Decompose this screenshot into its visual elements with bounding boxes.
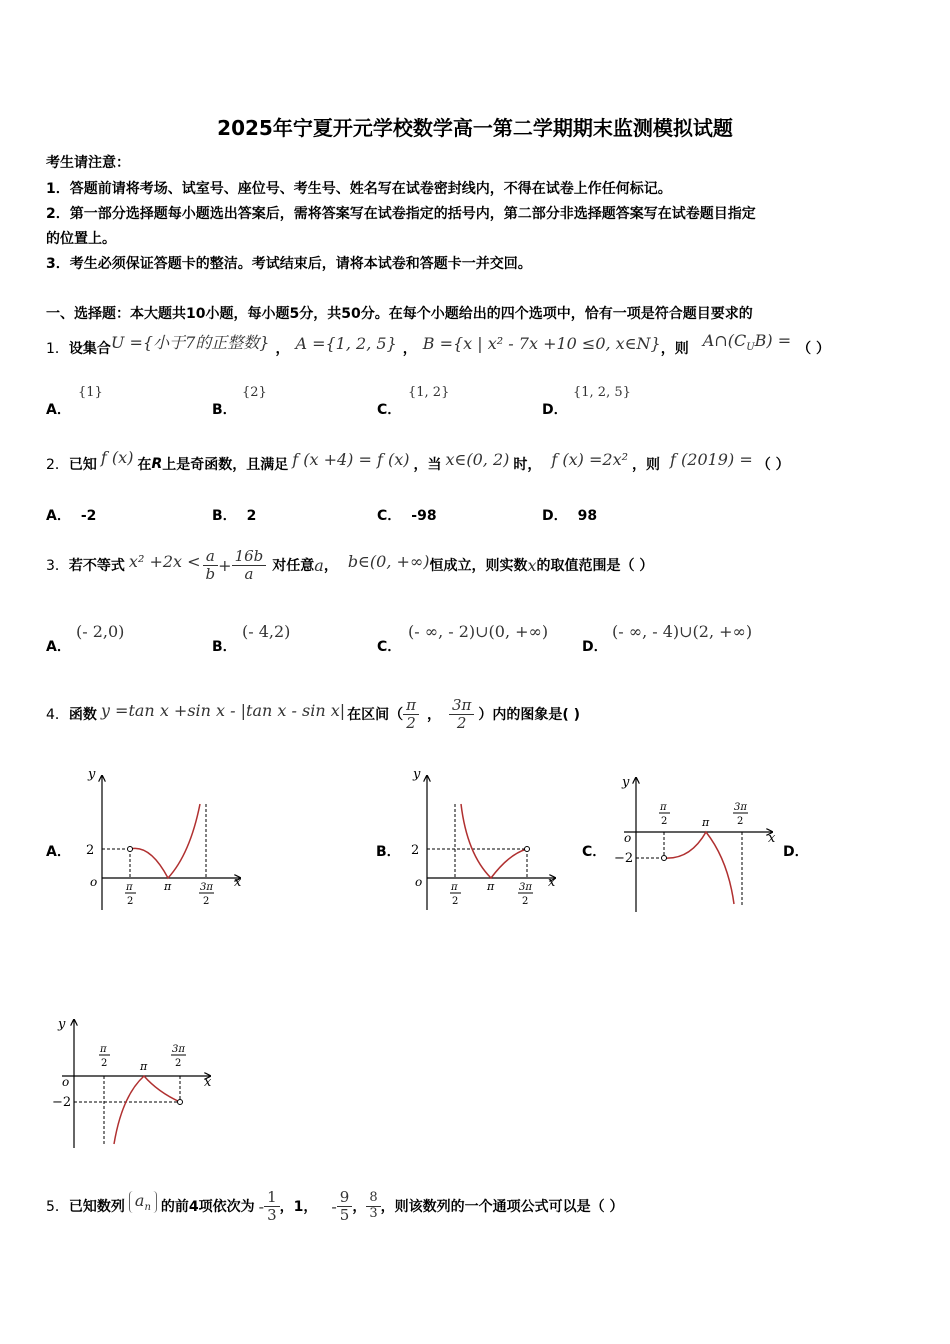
option-a: A． -2 xyxy=(46,508,97,524)
option-b-label: B． xyxy=(212,639,237,655)
question-3 xyxy=(46,540,653,590)
origin-label: o xyxy=(62,1075,70,1089)
term-1-fraction: $\frac{1}{3}$ xyxy=(264,1189,280,1223)
y-tick-2: 2 xyxy=(86,843,95,858)
question-2 xyxy=(46,446,790,482)
option-c-value: (- ∞, - 2)∪(0, +∞) xyxy=(408,622,549,641)
y-label: y xyxy=(58,1017,66,1032)
notice-heading: 考生请注意： xyxy=(46,155,130,171)
notice-item-2: 2．第一部分选择题每小题选出答案后，需将答案写在试卷指定的括号内，第二部分非选择题答案写在试卷题目指定 xyxy=(46,206,756,222)
periodic-equation: f (x +4) = f (x) xyxy=(292,449,410,469)
x-label: x xyxy=(548,875,556,890)
question-text: 已知数列 xyxy=(68,1199,125,1215)
option-a-label: A． xyxy=(46,844,71,860)
curve xyxy=(114,1076,180,1144)
y-label: y xyxy=(413,767,421,782)
tick-pi-num: π xyxy=(126,882,133,893)
tick-3pi-num: 3π xyxy=(172,1044,185,1055)
open-point xyxy=(128,847,133,852)
tick-pi-num: π xyxy=(451,882,458,893)
separator: ， xyxy=(352,1199,367,1215)
tick-3pi-den: 2 xyxy=(737,816,744,827)
variable-a: a xyxy=(314,555,324,575)
set-u: U ={小于7的正整数} xyxy=(110,332,270,352)
function-expression: y =tan x +sin x - |tan x - sin x| xyxy=(100,700,346,720)
tick-pi-den: 2 xyxy=(452,896,459,907)
question-text: 设集合 xyxy=(68,341,111,357)
tick-pi: π xyxy=(164,880,172,893)
question-4 xyxy=(46,684,580,744)
page-title: 2025年宁夏开元学校数学高一第二学期期末监测模拟试题 xyxy=(217,116,733,140)
plus-sign: + xyxy=(218,555,232,575)
question-text: ，则 xyxy=(660,341,689,357)
option-d-label: D． xyxy=(542,402,568,418)
function-f: f (x) xyxy=(100,447,134,467)
section-heading: 一、选择题：本大题共10小题，每小题5分，共50分。在每个小题给出的四个选项中，恰有一项是符合题目要求的 xyxy=(46,306,753,322)
tick-pi-num: π xyxy=(660,802,667,813)
option-d-label: D． xyxy=(582,639,608,655)
question-text: 若不等式 xyxy=(68,558,125,574)
question-text: ，则 xyxy=(632,457,661,473)
fraction-a-over-b: $\frac{a}{b}$ xyxy=(203,548,219,582)
fraction-3pi-over-2: $\frac{3\pi}{2}$ xyxy=(449,697,474,731)
fraction-pi-over-2: $\frac{\pi}{2}$ xyxy=(403,697,419,731)
question-1 xyxy=(46,328,830,368)
tick-pi: π xyxy=(140,1060,148,1073)
minus-sign: - xyxy=(331,1196,337,1216)
option-b-label: B． xyxy=(376,844,401,860)
option-a-value: {1} xyxy=(78,385,103,400)
answer-paren: （ ） xyxy=(797,341,830,357)
inequality-lhs: x² +2x < xyxy=(128,551,201,571)
y-tick-2: 2 xyxy=(411,843,420,858)
option-d-value: {1, 2, 5} xyxy=(573,385,631,400)
variable-x: x xyxy=(527,555,537,575)
curve xyxy=(130,804,200,878)
tick-pi-den: 2 xyxy=(661,816,668,827)
b-domain: b∈(0, +∞) xyxy=(347,551,430,571)
y-tick-neg2: −2 xyxy=(52,1095,72,1110)
separator: ， xyxy=(402,341,417,357)
minus-sign: - xyxy=(258,1196,265,1216)
option-d-label: D． xyxy=(783,844,809,860)
set-b: B ={x | x² - 7x +10 ≤0, x∈N} xyxy=(422,333,661,353)
tick-pi-den: 2 xyxy=(101,1058,108,1069)
tick-pi-num: π xyxy=(100,1044,107,1055)
question-text: 的取值范围是（ ） xyxy=(536,558,654,574)
question-text: 上是奇函数，且满足 xyxy=(162,457,289,473)
question-text: 在区间（ xyxy=(347,707,404,723)
function-definition: f (x) =2x² xyxy=(551,449,629,469)
question-number: 3． xyxy=(46,558,69,574)
separator: ， xyxy=(427,707,441,723)
question-number: 1． xyxy=(46,341,69,357)
question-text: 已知 xyxy=(68,457,97,473)
tick-pi-den: 2 xyxy=(127,896,134,907)
y-label: y xyxy=(88,767,96,782)
tick-3pi-num: 3π xyxy=(734,802,747,813)
separator: ， xyxy=(275,341,290,357)
graph-option-c xyxy=(610,770,785,915)
question-text: ，当 xyxy=(413,457,442,473)
graph-option-b xyxy=(405,764,575,914)
notice-item-3: 3．考生必须保证答题卡的整洁。考试结束后，请将本试卷和答题卡一并交回。 xyxy=(46,256,532,272)
tick-3pi-den: 2 xyxy=(175,1058,182,1069)
open-point xyxy=(662,856,667,861)
term-3-fraction: $\frac{9}{5}$ xyxy=(337,1189,353,1223)
x-label: x xyxy=(234,875,242,890)
option-b: B． 2 xyxy=(212,508,257,524)
graph-option-a xyxy=(80,764,250,914)
y-label: y xyxy=(622,775,630,790)
question-number: 2． xyxy=(46,457,69,473)
question-text: 时， xyxy=(513,457,542,473)
set-r: R xyxy=(151,456,163,472)
option-d-value: (- ∞, - 4)∪(2, +∞) xyxy=(612,622,753,641)
question-number: 5． xyxy=(46,1199,69,1215)
y-tick-neg2: −2 xyxy=(614,851,634,866)
option-a-label: A． xyxy=(46,402,71,418)
option-c-label: C． xyxy=(582,844,607,860)
tick-pi: π xyxy=(702,816,710,829)
question-text: 函数 xyxy=(68,707,97,723)
notice-item-2-cont: 的位置上。 xyxy=(46,231,116,247)
question-text: ）内的图象是( ) xyxy=(478,707,581,723)
question-text: 的前4项依次为 xyxy=(160,1199,255,1215)
term-2: ，1， xyxy=(279,1199,318,1215)
origin-label: o xyxy=(415,875,423,889)
option-c: C． -98 xyxy=(377,508,437,524)
option-b-value: (- 4,2) xyxy=(242,622,291,641)
set-expression: $A\cap(C_UB)$ = xyxy=(702,330,792,354)
separator: ， xyxy=(323,558,338,574)
option-b-label: B． xyxy=(212,402,237,418)
tick-3pi-num: 3π xyxy=(200,882,213,893)
question-5 xyxy=(46,1180,623,1232)
x-label: x xyxy=(768,831,776,846)
open-point xyxy=(525,847,530,852)
tick-3pi-den: 2 xyxy=(203,896,210,907)
option-b-value: {2} xyxy=(242,385,267,400)
asked-value: f (2019) = xyxy=(670,449,753,469)
tick-3pi-num: 3π xyxy=(519,882,532,893)
tick-3pi-den: 2 xyxy=(522,896,529,907)
curve xyxy=(461,804,527,878)
curve xyxy=(664,832,734,904)
sequence-symbol: $a_n$ xyxy=(129,1191,157,1213)
option-c-label: C． xyxy=(377,402,402,418)
question-text: ，则该数列的一个通项公式可以是（ ） xyxy=(380,1199,624,1215)
question-text: 在 xyxy=(137,457,152,473)
question-text: 对任意 xyxy=(272,558,315,574)
option-c-label: C． xyxy=(377,639,402,655)
graph-option-d xyxy=(48,1014,223,1154)
question-text: 恒成立，则实数 xyxy=(429,558,528,574)
open-point xyxy=(178,1100,183,1105)
tick-pi: π xyxy=(487,880,495,893)
question-number: 4． xyxy=(46,707,69,723)
term-4-fraction: $\frac{8}{3}$ xyxy=(366,1191,380,1221)
option-a-value: (- 2,0) xyxy=(76,622,125,641)
set-a: A ={1, 2, 5} xyxy=(295,333,397,353)
option-c-value: {1, 2} xyxy=(408,385,450,400)
x-label: x xyxy=(204,1075,212,1090)
option-a-label: A． xyxy=(46,639,71,655)
origin-label: o xyxy=(624,831,632,845)
answer-paren: （ ） xyxy=(756,457,790,473)
domain-interval: x∈(0, 2) xyxy=(445,449,510,469)
notice-item-1: 1．答题前请将考场、试室号、座位号、考生号、姓名写在试卷密封线内，不得在试卷上作任何标记。 xyxy=(46,181,672,197)
fraction-16b-over-a: $\frac{16b}{a}$ xyxy=(232,548,267,582)
origin-label: o xyxy=(90,875,98,889)
option-d: D． 98 xyxy=(542,508,598,524)
